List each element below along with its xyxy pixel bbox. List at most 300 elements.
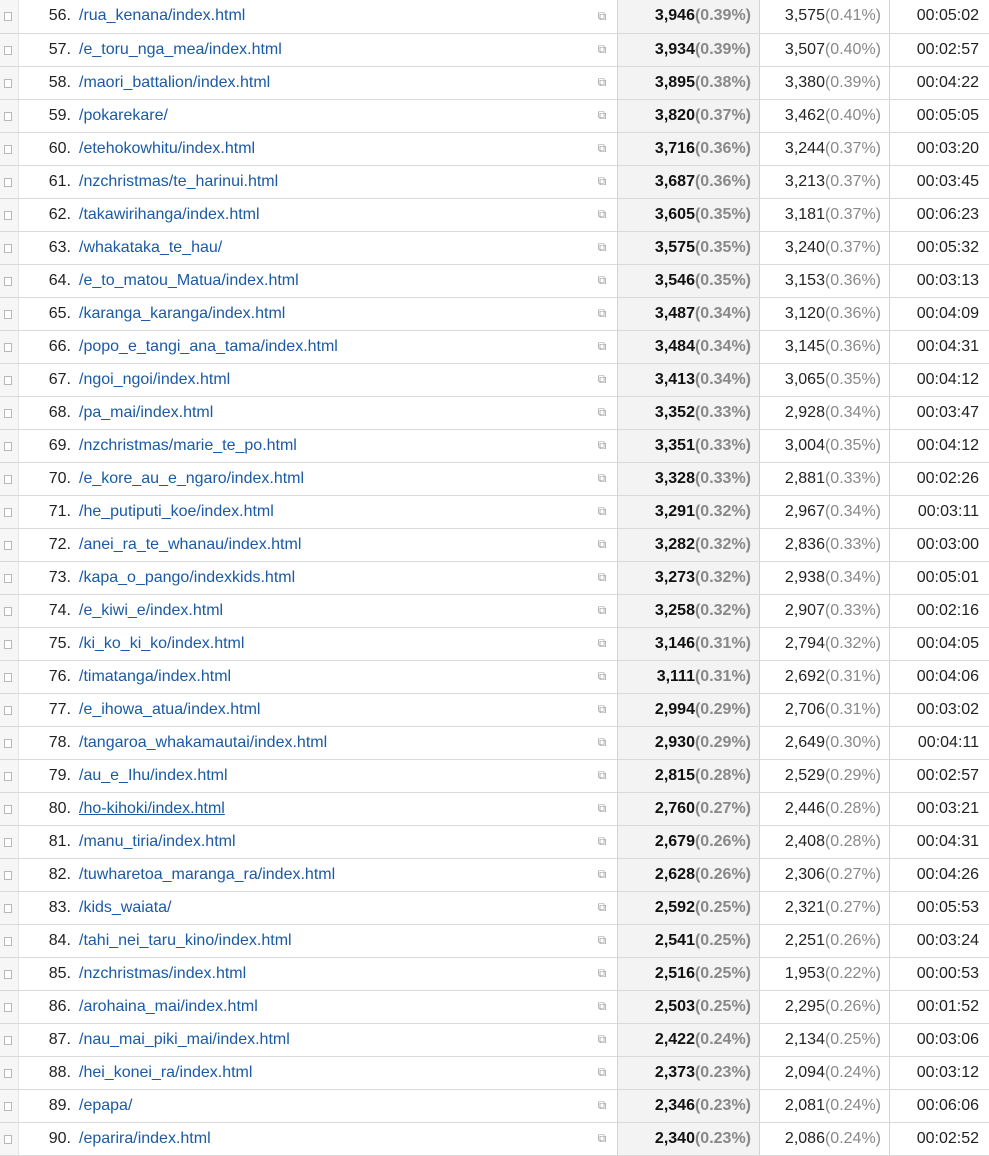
external-link-icon-cell[interactable] bbox=[587, 759, 618, 792]
row-checkbox[interactable] bbox=[4, 1069, 12, 1078]
page-path-cell bbox=[79, 1023, 587, 1056]
table-row[interactable] bbox=[0, 924, 989, 957]
table-row[interactable] bbox=[0, 132, 989, 165]
row-checkbox-cell[interactable] bbox=[0, 594, 19, 627]
external-link-icon-cell[interactable] bbox=[587, 528, 618, 561]
row-checkbox[interactable] bbox=[4, 310, 12, 319]
external-link-icon-cell[interactable] bbox=[587, 792, 618, 825]
page-path-cell bbox=[79, 594, 587, 627]
table-row[interactable] bbox=[0, 264, 989, 297]
row-checkbox-cell[interactable] bbox=[0, 165, 19, 198]
row-checkbox[interactable] bbox=[4, 1102, 12, 1111]
page-path-link[interactable]: /hei_konei_ra/index.html bbox=[79, 1064, 252, 1081]
external-link-icon-cell[interactable] bbox=[587, 957, 618, 990]
page-path-cell bbox=[79, 99, 587, 132]
pageviews-cell bbox=[618, 759, 760, 792]
external-link-icon-cell[interactable] bbox=[587, 264, 618, 297]
table-row[interactable] bbox=[0, 594, 989, 627]
row-checkbox-cell[interactable] bbox=[0, 264, 19, 297]
external-link-icon[interactable]: ⧉ bbox=[598, 1065, 607, 1079]
table-row[interactable] bbox=[0, 198, 989, 231]
external-link-icon[interactable]: ⧉ bbox=[598, 966, 607, 980]
page-path-link[interactable]: /nau_mai_piki_mai/index.html bbox=[79, 1031, 290, 1048]
row-checkbox-cell[interactable] bbox=[0, 825, 19, 858]
pageviews-cell bbox=[618, 792, 760, 825]
avg-time-on-page: 00:03:21 bbox=[890, 792, 989, 825]
pageviews-percent: (0.34%) bbox=[695, 338, 751, 355]
row-number: 73. bbox=[19, 561, 80, 594]
external-link-icon-cell[interactable] bbox=[587, 198, 618, 231]
page-path-link[interactable]: /e_ihowa_atua/index.html bbox=[79, 701, 260, 718]
external-link-icon[interactable]: ⧉ bbox=[598, 75, 607, 89]
pageviews-percent: (0.33%) bbox=[695, 404, 751, 421]
page-path-link[interactable]: /manu_tiria/index.html bbox=[79, 833, 236, 850]
row-checkbox[interactable] bbox=[4, 1036, 12, 1045]
table-row[interactable] bbox=[0, 462, 989, 495]
row-checkbox-cell[interactable] bbox=[0, 132, 19, 165]
row-checkbox[interactable] bbox=[4, 211, 12, 220]
row-checkbox[interactable] bbox=[4, 838, 12, 847]
pageviews-value: 3,605 bbox=[655, 206, 695, 223]
row-checkbox-cell[interactable] bbox=[0, 99, 19, 132]
external-link-icon[interactable]: ⧉ bbox=[598, 537, 607, 551]
row-checkbox-cell[interactable] bbox=[0, 198, 19, 231]
row-checkbox[interactable] bbox=[4, 937, 12, 946]
page-path-link[interactable]: /tuwharetoa_maranga_ra/index.html bbox=[79, 866, 335, 883]
row-number: 90. bbox=[19, 1122, 80, 1155]
external-link-icon[interactable]: ⧉ bbox=[598, 570, 607, 584]
row-checkbox-cell[interactable] bbox=[0, 231, 19, 264]
row-checkbox[interactable] bbox=[4, 607, 12, 616]
page-path-link[interactable]: /e_to_matou_Matua/index.html bbox=[79, 272, 299, 289]
external-link-icon[interactable]: ⧉ bbox=[598, 900, 607, 914]
page-path-cell bbox=[79, 462, 587, 495]
table-row[interactable] bbox=[0, 0, 989, 33]
page-path-link[interactable]: /takawirihanga/index.html bbox=[79, 206, 260, 223]
external-link-icon[interactable]: ⧉ bbox=[598, 240, 607, 254]
pageviews-value: 2,592 bbox=[655, 899, 695, 916]
row-checkbox[interactable] bbox=[4, 574, 12, 583]
table-row[interactable] bbox=[0, 990, 989, 1023]
pageviews-cell bbox=[618, 132, 760, 165]
avg-time-on-page: 00:04:22 bbox=[890, 66, 989, 99]
external-link-icon[interactable]: ⧉ bbox=[598, 1032, 607, 1046]
table-row[interactable] bbox=[0, 1122, 989, 1155]
row-checkbox[interactable] bbox=[4, 640, 12, 649]
page-path-link[interactable]: /kapa_o_pango/indexkids.html bbox=[79, 569, 295, 586]
external-link-icon-cell[interactable] bbox=[587, 132, 618, 165]
unique-pageviews-value: 3,065 bbox=[785, 371, 825, 388]
external-link-icon-cell[interactable] bbox=[587, 462, 618, 495]
external-link-icon-cell[interactable] bbox=[587, 891, 618, 924]
external-link-icon-cell[interactable] bbox=[587, 627, 618, 660]
row-checkbox-cell[interactable] bbox=[0, 1056, 19, 1089]
external-link-icon[interactable]: ⧉ bbox=[598, 405, 607, 419]
page-path-cell bbox=[79, 297, 587, 330]
external-link-icon[interactable]: ⧉ bbox=[598, 273, 607, 287]
row-checkbox-cell[interactable] bbox=[0, 528, 19, 561]
pageviews-cell bbox=[618, 660, 760, 693]
table-row[interactable] bbox=[0, 165, 989, 198]
page-path-link[interactable]: /he_putiputi_koe/index.html bbox=[79, 503, 274, 520]
external-link-icon-cell[interactable] bbox=[587, 231, 618, 264]
external-link-icon-cell[interactable] bbox=[587, 495, 618, 528]
row-checkbox-cell[interactable] bbox=[0, 759, 19, 792]
row-checkbox[interactable] bbox=[4, 904, 12, 913]
row-checkbox-cell[interactable] bbox=[0, 429, 19, 462]
page-path-link[interactable]: /pokarekare/ bbox=[79, 107, 168, 124]
pageviews-percent: (0.24%) bbox=[695, 1031, 751, 1048]
external-link-icon[interactable]: ⧉ bbox=[598, 438, 607, 452]
external-link-icon[interactable]: ⧉ bbox=[598, 207, 607, 221]
table-row[interactable] bbox=[0, 99, 989, 132]
avg-time-on-page: 00:03:00 bbox=[890, 528, 989, 561]
page-path-cell bbox=[79, 693, 587, 726]
row-checkbox[interactable] bbox=[4, 343, 12, 352]
row-checkbox[interactable] bbox=[4, 277, 12, 286]
pageviews-value: 2,422 bbox=[655, 1031, 695, 1048]
external-link-icon[interactable]: ⧉ bbox=[598, 603, 607, 617]
unique-pageviews-value: 2,134 bbox=[785, 1031, 825, 1048]
external-link-icon-cell[interactable] bbox=[587, 660, 618, 693]
page-path-cell bbox=[79, 924, 587, 957]
table-row[interactable] bbox=[0, 66, 989, 99]
avg-time-on-page: 00:03:20 bbox=[890, 132, 989, 165]
external-link-icon-cell[interactable] bbox=[587, 330, 618, 363]
pageviews-percent: (0.23%) bbox=[695, 1130, 751, 1147]
table-row[interactable] bbox=[0, 297, 989, 330]
row-number: 83. bbox=[19, 891, 80, 924]
external-link-icon[interactable]: ⧉ bbox=[598, 669, 607, 683]
row-checkbox[interactable] bbox=[4, 970, 12, 979]
row-checkbox[interactable] bbox=[4, 409, 12, 418]
unique-pageviews-value: 3,462 bbox=[785, 107, 825, 124]
external-link-icon[interactable]: ⧉ bbox=[598, 339, 607, 353]
unique-pageviews-percent: (0.24%) bbox=[825, 1130, 881, 1147]
external-link-icon-cell[interactable] bbox=[587, 363, 618, 396]
table-row[interactable] bbox=[0, 858, 989, 891]
row-checkbox[interactable] bbox=[4, 442, 12, 451]
row-number: 61. bbox=[19, 165, 80, 198]
row-number: 80. bbox=[19, 792, 80, 825]
row-checkbox-cell[interactable] bbox=[0, 990, 19, 1023]
pageviews-percent: (0.23%) bbox=[695, 1064, 751, 1081]
avg-time-on-page: 00:04:12 bbox=[890, 429, 989, 462]
unique-pageviews-cell bbox=[760, 264, 890, 297]
row-checkbox-cell[interactable] bbox=[0, 66, 19, 99]
pageviews-cell bbox=[618, 1056, 760, 1089]
external-link-icon-cell[interactable] bbox=[587, 165, 618, 198]
table-row[interactable] bbox=[0, 363, 989, 396]
unique-pageviews-cell bbox=[760, 627, 890, 660]
page-path-link[interactable]: /maori_battalion/index.html bbox=[79, 74, 270, 91]
row-checkbox-cell[interactable] bbox=[0, 0, 19, 33]
table-row[interactable] bbox=[0, 429, 989, 462]
table-row[interactable] bbox=[0, 1023, 989, 1056]
row-checkbox-cell[interactable] bbox=[0, 792, 19, 825]
unique-pageviews-cell bbox=[760, 726, 890, 759]
page-path-cell bbox=[79, 792, 587, 825]
row-checkbox[interactable] bbox=[4, 673, 12, 682]
page-path-link[interactable]: /etehokowhitu/index.html bbox=[79, 140, 255, 157]
row-checkbox[interactable] bbox=[4, 145, 12, 154]
row-number: 74. bbox=[19, 594, 80, 627]
table-row[interactable] bbox=[0, 627, 989, 660]
page-path-link[interactable]: /kids_waiata/ bbox=[79, 899, 172, 916]
pageviews-percent: (0.36%) bbox=[695, 140, 751, 157]
pageviews-percent: (0.32%) bbox=[695, 569, 751, 586]
row-checkbox[interactable] bbox=[4, 805, 12, 814]
table-row[interactable] bbox=[0, 33, 989, 66]
table-row[interactable] bbox=[0, 957, 989, 990]
external-link-icon-cell[interactable] bbox=[587, 33, 618, 66]
row-number: 89. bbox=[19, 1089, 80, 1122]
row-checkbox[interactable] bbox=[4, 706, 12, 715]
row-checkbox-cell[interactable] bbox=[0, 627, 19, 660]
table-row[interactable] bbox=[0, 891, 989, 924]
external-link-icon[interactable]: ⧉ bbox=[598, 768, 607, 782]
pageviews-value: 2,628 bbox=[655, 866, 695, 883]
row-number: 58. bbox=[19, 66, 80, 99]
row-checkbox-cell[interactable] bbox=[0, 924, 19, 957]
external-link-icon-cell[interactable] bbox=[587, 66, 618, 99]
table-row[interactable] bbox=[0, 561, 989, 594]
page-path-link[interactable]: /tahi_nei_taru_kino/index.html bbox=[79, 932, 292, 949]
row-checkbox-cell[interactable] bbox=[0, 957, 19, 990]
table-row[interactable] bbox=[0, 231, 989, 264]
external-link-icon[interactable]: ⧉ bbox=[598, 867, 607, 881]
pageviews-cell bbox=[618, 264, 760, 297]
external-link-icon[interactable]: ⧉ bbox=[598, 702, 607, 716]
row-checkbox[interactable] bbox=[4, 376, 12, 385]
external-link-icon[interactable]: ⧉ bbox=[598, 1098, 607, 1112]
external-link-icon-cell[interactable] bbox=[587, 825, 618, 858]
avg-time-on-page: 00:05:02 bbox=[890, 0, 989, 33]
page-path-link[interactable]: /rua_kenana/index.html bbox=[79, 7, 245, 24]
external-link-icon[interactable]: ⧉ bbox=[598, 735, 607, 749]
external-link-icon[interactable]: ⧉ bbox=[598, 372, 607, 386]
page-path-link[interactable]: /popo_e_tangi_ana_tama/index.html bbox=[79, 338, 338, 355]
row-checkbox-cell[interactable] bbox=[0, 561, 19, 594]
table-row[interactable] bbox=[0, 1089, 989, 1122]
row-checkbox-cell[interactable] bbox=[0, 297, 19, 330]
page-path-link[interactable]: /au_e_Ihu/index.html bbox=[79, 767, 228, 784]
row-checkbox[interactable] bbox=[4, 12, 12, 21]
row-checkbox[interactable] bbox=[4, 178, 12, 187]
external-link-icon[interactable]: ⧉ bbox=[598, 108, 607, 122]
external-link-icon-cell[interactable] bbox=[587, 1023, 618, 1056]
row-checkbox-cell[interactable] bbox=[0, 330, 19, 363]
external-link-icon[interactable]: ⧉ bbox=[598, 999, 607, 1013]
pageviews-percent: (0.25%) bbox=[695, 965, 751, 982]
table-row[interactable] bbox=[0, 528, 989, 561]
row-checkbox-cell[interactable] bbox=[0, 1122, 19, 1155]
row-checkbox[interactable] bbox=[4, 739, 12, 748]
external-link-icon-cell[interactable] bbox=[587, 594, 618, 627]
external-link-icon[interactable]: ⧉ bbox=[598, 834, 607, 848]
page-path-cell bbox=[79, 660, 587, 693]
unique-pageviews-percent: (0.28%) bbox=[825, 800, 881, 817]
row-checkbox[interactable] bbox=[4, 475, 12, 484]
external-link-icon[interactable]: ⧉ bbox=[598, 933, 607, 947]
unique-pageviews-value: 2,295 bbox=[785, 998, 825, 1015]
row-checkbox-cell[interactable] bbox=[0, 396, 19, 429]
unique-pageviews-cell bbox=[760, 198, 890, 231]
row-checkbox-cell[interactable] bbox=[0, 495, 19, 528]
row-checkbox-cell[interactable] bbox=[0, 1089, 19, 1122]
row-number: 70. bbox=[19, 462, 80, 495]
external-link-icon-cell[interactable] bbox=[587, 1122, 618, 1155]
row-number: 64. bbox=[19, 264, 80, 297]
row-checkbox[interactable] bbox=[4, 79, 12, 88]
row-checkbox-cell[interactable] bbox=[0, 660, 19, 693]
table-row[interactable] bbox=[0, 396, 989, 429]
pageviews-percent: (0.36%) bbox=[695, 173, 751, 190]
unique-pageviews-cell bbox=[760, 231, 890, 264]
pageviews-percent: (0.32%) bbox=[695, 503, 751, 520]
external-link-icon[interactable]: ⧉ bbox=[598, 801, 607, 815]
external-link-icon-cell[interactable] bbox=[587, 0, 618, 33]
table-row[interactable] bbox=[0, 330, 989, 363]
page-path-link[interactable]: /whakataka_te_hau/ bbox=[79, 239, 222, 256]
page-path-link[interactable]: /arohaina_mai/index.html bbox=[79, 998, 258, 1015]
page-path-link[interactable]: /ki_ko_ki_ko/index.html bbox=[79, 635, 244, 652]
external-link-icon-cell[interactable] bbox=[587, 1056, 618, 1089]
row-checkbox[interactable] bbox=[4, 1003, 12, 1012]
row-checkbox-cell[interactable] bbox=[0, 33, 19, 66]
external-link-icon[interactable]: ⧉ bbox=[598, 174, 607, 188]
pageviews-value: 3,282 bbox=[655, 536, 695, 553]
external-link-icon-cell[interactable] bbox=[587, 1089, 618, 1122]
external-link-icon-cell[interactable] bbox=[587, 561, 618, 594]
row-checkbox-cell[interactable] bbox=[0, 858, 19, 891]
row-checkbox[interactable] bbox=[4, 1135, 12, 1144]
external-link-icon-cell[interactable] bbox=[587, 99, 618, 132]
page-path-link[interactable]: /ho-kihoki/index.html bbox=[79, 800, 225, 817]
page-path-link[interactable]: /nzchristmas/te_harinui.html bbox=[79, 173, 278, 190]
pageviews-value: 2,503 bbox=[655, 998, 695, 1015]
external-link-icon-cell[interactable] bbox=[587, 396, 618, 429]
row-checkbox[interactable] bbox=[4, 541, 12, 550]
row-checkbox[interactable] bbox=[4, 244, 12, 253]
external-link-icon-cell[interactable] bbox=[587, 297, 618, 330]
page-path-link[interactable]: /e_toru_nga_mea/index.html bbox=[79, 41, 282, 58]
page-path-link[interactable]: /anei_ra_te_whanau/index.html bbox=[79, 536, 301, 553]
pageviews-percent: (0.26%) bbox=[695, 866, 751, 883]
page-path-link[interactable]: /e_kore_au_e_ngaro/index.html bbox=[79, 470, 304, 487]
external-link-icon[interactable]: ⧉ bbox=[598, 1131, 607, 1145]
unique-pageviews-cell bbox=[760, 297, 890, 330]
avg-time-on-page: 00:00:53 bbox=[890, 957, 989, 990]
unique-pageviews-percent: (0.30%) bbox=[825, 734, 881, 751]
avg-time-on-page: 00:02:52 bbox=[890, 1122, 989, 1155]
table-row[interactable] bbox=[0, 693, 989, 726]
row-checkbox-cell[interactable] bbox=[0, 363, 19, 396]
table-row[interactable] bbox=[0, 1056, 989, 1089]
unique-pageviews-cell bbox=[760, 462, 890, 495]
pageviews-percent: (0.39%) bbox=[695, 41, 751, 58]
external-link-icon-cell[interactable] bbox=[587, 429, 618, 462]
row-checkbox-cell[interactable] bbox=[0, 693, 19, 726]
external-link-icon[interactable]: ⧉ bbox=[598, 141, 607, 155]
page-path-link[interactable]: /ngoi_ngoi/index.html bbox=[79, 371, 230, 388]
row-checkbox[interactable] bbox=[4, 772, 12, 781]
pageviews-cell bbox=[618, 330, 760, 363]
avg-time-on-page: 00:04:11 bbox=[890, 726, 989, 759]
page-path-link[interactable]: /eparira/index.html bbox=[79, 1130, 211, 1147]
pageviews-value: 3,352 bbox=[655, 404, 695, 421]
table-row[interactable] bbox=[0, 495, 989, 528]
row-number: 87. bbox=[19, 1023, 80, 1056]
pageviews-cell bbox=[618, 891, 760, 924]
external-link-icon[interactable]: ⧉ bbox=[598, 636, 607, 650]
avg-time-on-page: 00:04:09 bbox=[890, 297, 989, 330]
unique-pageviews-value: 2,408 bbox=[785, 833, 825, 850]
row-checkbox-cell[interactable] bbox=[0, 891, 19, 924]
page-path-cell bbox=[79, 825, 587, 858]
unique-pageviews-cell bbox=[760, 891, 890, 924]
row-checkbox[interactable] bbox=[4, 112, 12, 121]
external-link-icon-cell[interactable] bbox=[587, 726, 618, 759]
unique-pageviews-cell bbox=[760, 99, 890, 132]
page-path-cell bbox=[79, 1122, 587, 1155]
external-link-icon[interactable]: ⧉ bbox=[598, 471, 607, 485]
pageviews-cell bbox=[618, 990, 760, 1023]
pageviews-percent: (0.32%) bbox=[695, 536, 751, 553]
table-row[interactable] bbox=[0, 660, 989, 693]
external-link-icon-cell[interactable] bbox=[587, 858, 618, 891]
external-link-icon-cell[interactable] bbox=[587, 990, 618, 1023]
row-checkbox[interactable] bbox=[4, 871, 12, 880]
pageviews-value: 3,484 bbox=[655, 338, 695, 355]
external-link-icon[interactable]: ⧉ bbox=[598, 9, 607, 23]
page-path-link[interactable]: /tangaroa_whakamautai/index.html bbox=[79, 734, 327, 751]
row-checkbox-cell[interactable] bbox=[0, 726, 19, 759]
external-link-icon[interactable]: ⧉ bbox=[598, 306, 607, 320]
row-number: 85. bbox=[19, 957, 80, 990]
row-number: 71. bbox=[19, 495, 80, 528]
avg-time-on-page: 00:04:05 bbox=[890, 627, 989, 660]
table-row[interactable] bbox=[0, 792, 989, 825]
page-path-link[interactable]: /nzchristmas/marie_te_po.html bbox=[79, 437, 297, 454]
pageviews-percent: (0.35%) bbox=[695, 239, 751, 256]
external-link-icon[interactable]: ⧉ bbox=[598, 504, 607, 518]
page-path-link[interactable]: /pa_mai/index.html bbox=[79, 404, 213, 421]
row-checkbox[interactable] bbox=[4, 508, 12, 517]
table-row[interactable] bbox=[0, 759, 989, 792]
pageviews-value: 3,716 bbox=[655, 140, 695, 157]
pageviews-percent: (0.26%) bbox=[695, 833, 751, 850]
page-path-link[interactable]: /e_kiwi_e/index.html bbox=[79, 602, 223, 619]
row-checkbox-cell[interactable] bbox=[0, 462, 19, 495]
unique-pageviews-value: 2,529 bbox=[785, 767, 825, 784]
external-link-icon-cell[interactable] bbox=[587, 693, 618, 726]
row-checkbox-cell[interactable] bbox=[0, 1023, 19, 1056]
unique-pageviews-value: 2,938 bbox=[785, 569, 825, 586]
table-row[interactable] bbox=[0, 726, 989, 759]
page-path-link[interactable]: /epapa/ bbox=[79, 1097, 132, 1114]
external-link-icon-cell[interactable] bbox=[587, 924, 618, 957]
page-path-link[interactable]: /karanga_karanga/index.html bbox=[79, 305, 285, 322]
unique-pageviews-cell bbox=[760, 990, 890, 1023]
table-row[interactable] bbox=[0, 825, 989, 858]
page-path-cell bbox=[79, 264, 587, 297]
avg-time-on-page: 00:04:12 bbox=[890, 363, 989, 396]
external-link-icon[interactable]: ⧉ bbox=[598, 42, 607, 56]
page-path-link[interactable]: /nzchristmas/index.html bbox=[79, 965, 246, 982]
row-checkbox[interactable] bbox=[4, 46, 12, 55]
page-path-link[interactable]: /timatanga/index.html bbox=[79, 668, 231, 685]
